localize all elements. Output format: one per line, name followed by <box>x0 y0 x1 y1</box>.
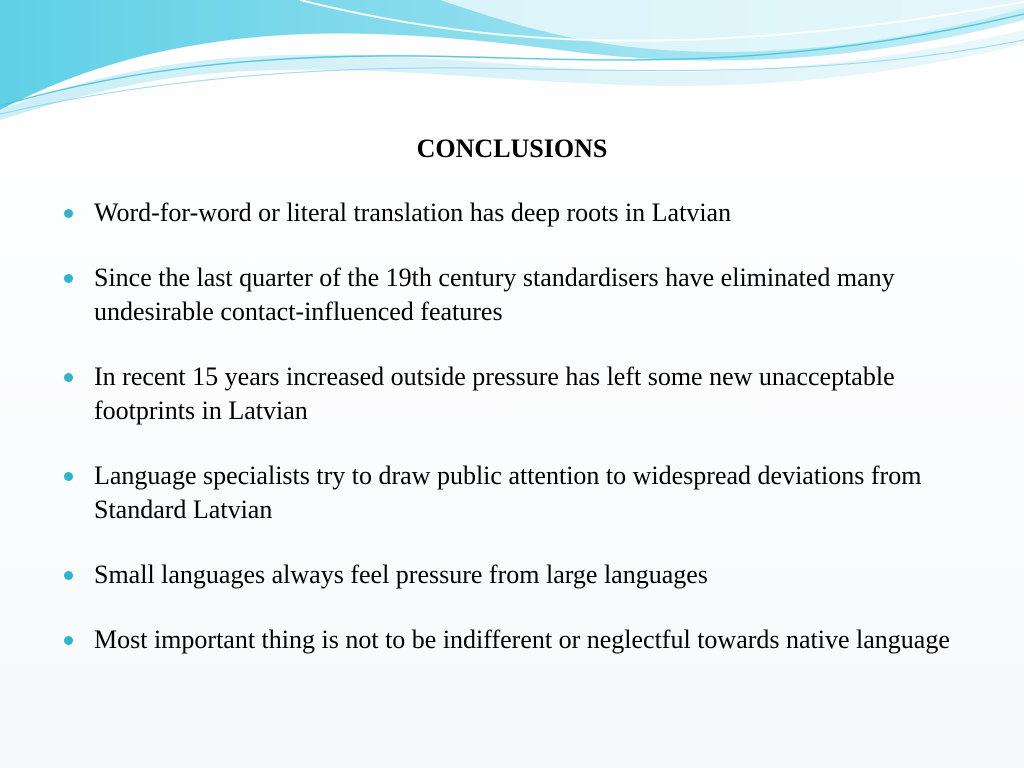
slide-title: CONCLUSIONS <box>416 134 608 163</box>
bullet-text: In recent 15 years increased outside pressure has left some new unacceptable footprints in Latvian <box>94 362 895 425</box>
bullet-item <box>62 459 967 527</box>
bullet-item <box>62 360 967 428</box>
bullet-dot-icon <box>64 209 73 218</box>
bullet-dot-icon <box>64 373 73 382</box>
bullet-item <box>62 261 967 329</box>
bullet-item <box>62 558 967 592</box>
bullet-dot-icon <box>64 274 73 283</box>
bullet-item <box>62 623 967 657</box>
bullet-dot-icon <box>64 472 73 481</box>
bullet-text: Most important thing is not to be indifferent or neglectful towards native language <box>94 625 950 654</box>
header-wave-decoration <box>0 0 1024 130</box>
bullet-text: Word-for-word or literal translation has deep roots in Latvian <box>94 198 732 227</box>
bullet-dot-icon <box>64 636 73 645</box>
bullet-item <box>62 196 967 230</box>
bullet-text: Small languages always feel pressure from large languages <box>94 560 708 589</box>
bullet-dot-icon <box>64 571 73 580</box>
bullet-list <box>62 196 967 688</box>
bullet-text: Language specialists try to draw public attention to widespread deviations from Standard Latvian <box>94 461 922 524</box>
bullet-text: Since the last quarter of the 19th century standardisers have eliminated many undesirable contact-influenced features <box>94 263 895 326</box>
